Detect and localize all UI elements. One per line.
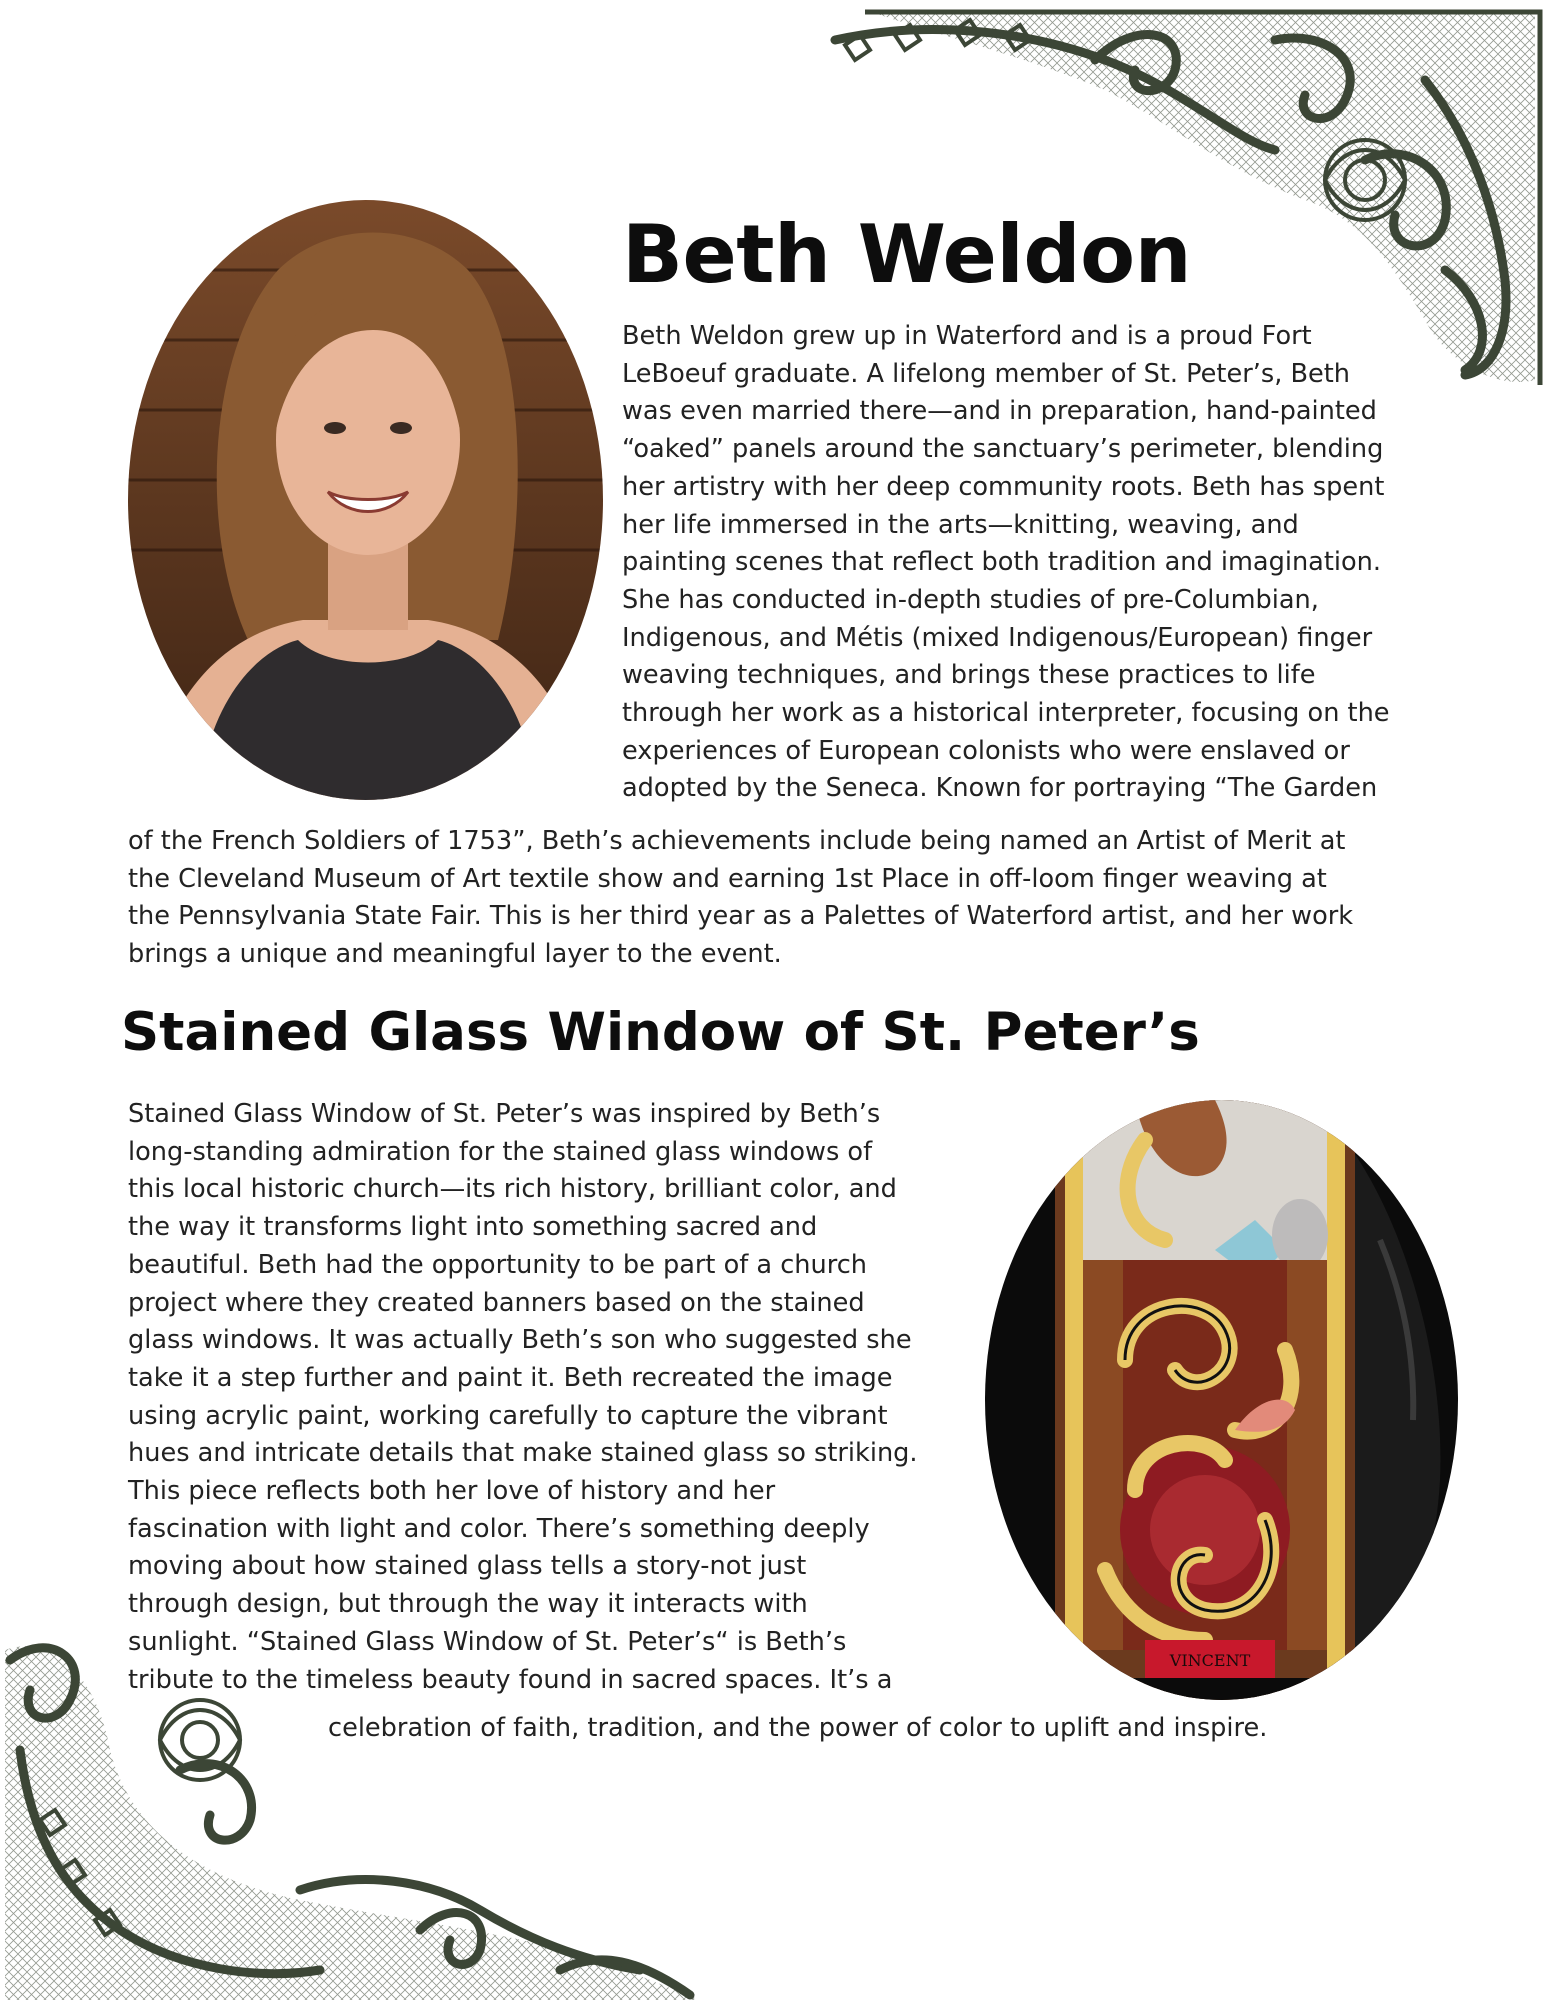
- description-line: through design, but through the way it interacts with: [128, 1589, 808, 1620]
- bio-line: painting scenes that reflect both tradition and imagination.: [622, 547, 1382, 578]
- bio-line: adopted by the Seneca. Known for portraying “The Garden: [622, 773, 1378, 804]
- description-line: project where they created banners based on the stained: [128, 1287, 865, 1318]
- description-line: using acrylic paint, working carefully to capture the vibrant: [128, 1400, 888, 1431]
- bio-line: “oaked” panels around the sanctuary’s perimeter, blending: [622, 434, 1384, 465]
- bio-line: her life immersed in the arts—knitting, weaving, and: [622, 509, 1299, 540]
- bio-line: of the French Soldiers of 1753”, Beth’s achievements include being named an Artist of Merit at: [128, 826, 1346, 856]
- artist-bio-bottom: [128, 823, 1353, 974]
- artist-bio-top: [622, 318, 1390, 808]
- description-line: sunlight. “Stained Glass Window of St. Peter’s“ is Beth’s: [128, 1626, 847, 1657]
- description-line: tribute to the timeless beauty found in sacred spaces. It’s a: [128, 1664, 893, 1695]
- artwork-signature: VINCENT: [1169, 1651, 1251, 1670]
- artwork-photo: [985, 1100, 1458, 1700]
- bio-line: brings a unique and meaningful layer to the event.: [128, 939, 782, 970]
- artist-portrait-photo: [128, 200, 603, 800]
- description-line: glass windows. It was actually Beth’s son who suggested she: [128, 1325, 912, 1356]
- bio-line: the Pennsylvania State Fair. This is her third year as a Palettes of Waterford artist, and her work: [128, 901, 1354, 932]
- artwork-description-last-line: celebration of faith, tradition, and the power of color to uplift and inspire.: [328, 1713, 1268, 1743]
- bio-line: her artistry with her deep community roots. Beth has spent: [622, 471, 1385, 502]
- description-line: beautiful. Beth had the opportunity to be part of a church: [128, 1249, 867, 1280]
- description-line: long-standing admiration for the stained glass windows of: [128, 1136, 873, 1167]
- description-line: hues and intricate details that make stained glass so striking.: [128, 1438, 918, 1469]
- stained-glass-illustration: [985, 1100, 1458, 1700]
- bio-line: LeBoeuf graduate. A lifelong member of St. Peter’s, Beth: [622, 358, 1351, 389]
- bio-line: experiences of European colonists who were enslaved or: [622, 735, 1350, 766]
- description-line: moving about how stained glass tells a story-not just: [128, 1551, 807, 1582]
- description-line: take it a step further and paint it. Beth recreated the image: [128, 1362, 893, 1393]
- bio-line: weaving techniques, and brings these practices to life: [622, 660, 1316, 691]
- bio-line: through her work as a historical interpreter, focusing on the: [622, 698, 1390, 729]
- bio-line: Beth Weldon grew up in Waterford and is a proud Fort: [622, 321, 1312, 351]
- description-line: this local historic church—its rich history, brilliant color, and: [128, 1174, 897, 1205]
- artist-name-heading: Beth Weldon: [622, 208, 1192, 301]
- description-line: Stained Glass Window of St. Peter’s was inspired by Beth’s: [128, 1099, 881, 1129]
- artwork-description: [128, 1096, 918, 1699]
- artwork-title-heading: Stained Glass Window of St. Peter’s: [121, 1002, 1200, 1063]
- description-line: the way it transforms light into something sacred and: [128, 1212, 818, 1243]
- bio-line: She has conducted in-depth studies of pre-Columbian,: [622, 584, 1319, 615]
- bio-line: Indigenous, and Métis (mixed Indigenous/European) finger: [622, 622, 1373, 653]
- portrait-illustration: [128, 200, 603, 800]
- description-line: fascination with light and color. There’s something deeply: [128, 1513, 870, 1544]
- bio-line: was even married there—and in preparation, hand-painted: [622, 396, 1377, 427]
- description-line: This piece reflects both her love of history and her: [128, 1476, 776, 1507]
- bio-line: the Cleveland Museum of Art textile show and earning 1st Place in off-loom finger weaving at: [128, 863, 1327, 894]
